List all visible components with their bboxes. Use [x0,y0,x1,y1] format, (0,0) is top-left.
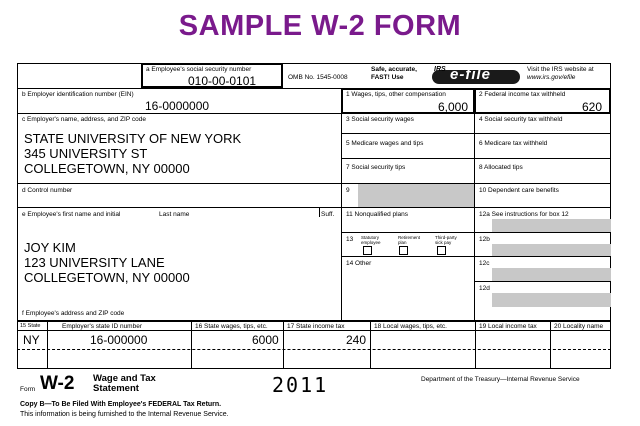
divider [341,232,611,233]
divider [319,207,320,217]
copy-b-text: Copy B—To Be Filed With Employee's FEDERAL Tax Return. [20,401,222,408]
employee-city: COLLEGETOWN, NY 00000 [24,270,190,285]
fast-use-text: FAST! Use [371,74,404,81]
employee-street: 123 UNIVERSITY LANE [24,255,165,270]
department-text: Department of the Treasury—Internal Revenue Service [421,376,580,383]
divider [191,320,192,369]
divider [475,320,476,369]
employer-state-id-label: Employer's state ID number [62,323,142,330]
box-e-label: e Employee's first name and initial [22,211,121,218]
box-f-label: f Employee's address and ZIP code [22,310,125,317]
divider [341,256,474,257]
ein-value: 16-0000000 [145,99,210,113]
box-12c-label: 12c [479,260,490,267]
divider [341,158,611,159]
divider [474,256,611,257]
box-1-label: 1 Wages, tips, other compensation [346,91,446,98]
ssn-value: 010-00-0101 [188,74,257,88]
box-19-label: 19 Local income tax [479,323,537,330]
box-15-label: 15 State [20,323,41,329]
box-5-label: 5 Medicare wages and tips [346,140,424,147]
state-wages-value: 6000 [252,333,279,347]
box-d-label: d Control number [22,187,73,194]
box-14-label: 14 Other [346,260,372,267]
divider [474,281,611,282]
box-b-label: b Employer identification number (EIN) [22,91,134,98]
tax-year: 2011 [272,373,329,397]
box-16-label: 16 State wages, tips, etc. [195,323,268,330]
divider [17,183,341,184]
divider [17,349,611,350]
employer-name: STATE UNIVERSITY OF NEW YORK [24,131,242,146]
box-12b-code-shaded [492,244,611,256]
box-18-label: 18 Local wages, tips, etc. [374,323,447,330]
box-10-label: 10 Dependent care benefits [479,187,559,194]
box-12a-code-shaded [492,219,611,232]
box-13-retirement-label: Retirement plan [398,235,421,245]
employer-street: 345 UNIVERSITY ST [24,146,148,161]
box-9-label: 9 [346,187,350,194]
form-title-line2: Statement [93,383,139,394]
form-title-line1: Wage and Tax [93,373,156,384]
irs-website-text: Visit the IRS website at [527,66,594,73]
box-12d-code-shaded [492,293,611,307]
divider [370,320,371,369]
retirement-plan-checkbox[interactable] [399,246,408,255]
divider [17,207,341,208]
divider [17,330,611,331]
divider [550,320,551,369]
divider [474,88,475,320]
safe-accurate-text: Safe, accurate, [371,66,417,73]
employer-city: COLLEGETOWN, NY 00000 [24,161,190,176]
divider [341,133,611,134]
box-c-label: c Employer's name, address, and ZIP code [22,116,146,123]
box-a-label: a Employee's social security number [146,66,252,73]
divider [283,320,284,369]
employee-name: JOY KIM [24,240,76,255]
form-word: Form [20,386,36,393]
divider [341,88,342,320]
box-17-label: 17 State income tax [287,323,345,330]
box-8-label: 8 Allocated tips [479,164,523,171]
box-12d-label: 12d [479,285,490,292]
irs-website-url: www.irs.gov/efile [527,74,576,81]
box-3-label: 3 Social security wages [346,116,414,123]
box-13-label: 13 [346,236,354,243]
box-12c-code-shaded [492,268,611,281]
box-12b-label: 12b [479,236,490,243]
box-13-statutory-label: Statutory employee [361,235,381,245]
box-9-shaded [358,184,474,207]
box-2-value: 620 [582,100,603,114]
divider [17,320,611,322]
third-party-sick-pay-checkbox[interactable] [437,246,446,255]
box-7-label: 7 Social security tips [346,164,406,171]
state-tax-value: 240 [346,333,367,347]
box-4-label: 4 Social security tax withheld [479,116,563,123]
box-1-value: 6,000 [438,100,469,114]
box-11-label: 11 Nonqualified plans [346,211,409,218]
state-code: NY [23,333,40,347]
state-id-value: 16-000000 [90,333,148,347]
box-13-sickpay-label: Third-party sick pay [435,235,457,245]
efile-logo-irs: IRS [434,66,446,73]
box-2-label: 2 Federal income tax withheld [479,91,566,98]
box-12a-label: 12a See instructions for box 12 [479,211,569,218]
omb-number: OMB No. 1545-0008 [288,74,348,81]
form-name: W-2 [40,373,75,394]
divider [341,207,611,208]
divider [17,113,341,114]
irs-info-text: This information is being furnished to the Internal Revenue Service. [20,411,229,418]
page-title: SAMPLE W-2 FORM [178,10,462,42]
box-20-label: 20 Locality name [554,323,604,330]
efile-logo-text: e-file [450,66,492,83]
divider [47,320,48,369]
suffix-label: Suff. [321,211,335,218]
last-name-label: Last name [159,211,190,218]
statutory-employee-checkbox[interactable] [363,246,372,255]
box-6-label: 6 Medicare tax withheld [479,140,548,147]
